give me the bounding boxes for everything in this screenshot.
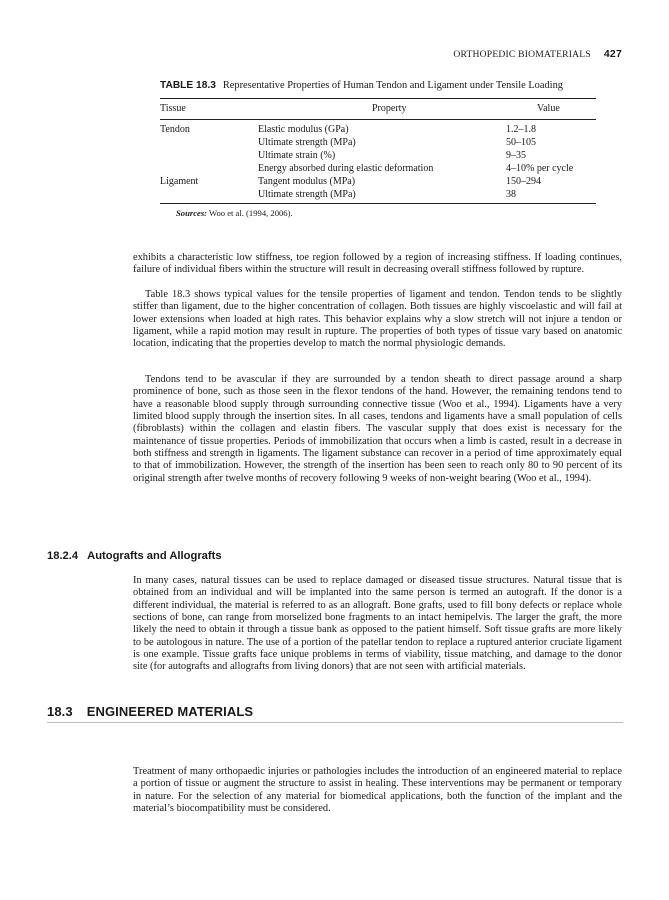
body-paragraph: In many cases, natural tissues can be used to replace damaged or diseased tissue structures. Natural tissue that is obtained from an individual and will be implanted into the same person is termed an autograft. If the donor is a different individual, the material is referred to as an allograft. Bone grafts, used to fill bony defects or replace whole sections of bone, can range from morselized bone fragments to an intact hemipelvis. The larger the graft, the more likely the need to obtain it through a tissue bank as opposed to the patient himself. Soft tissue grafts are more likely to be autologous in nature. The use of a portion of the patellar tendon to replace a ruptured anterior cruciate ligament is one example. Tissue grafts face unique problems in terms of viability, tissue matching, and damage to the donor site (for autografts and allografts from living donors) that are not seen with artificial materials.	[133, 575, 622, 673]
table-cell-property: Ultimate strength (MPa)	[258, 137, 356, 148]
table-cell-property: Ultimate strain (%)	[258, 150, 336, 161]
section-title: ENGINEERED MATERIALS	[86, 704, 254, 719]
table-cell-property: Ultimate strength (MPa)	[258, 189, 356, 200]
running-title: ORTHOPEDIC BIOMATERIALS	[453, 49, 591, 60]
table-cell-value: 1.2–1.8	[506, 124, 536, 135]
body-paragraph: Treatment of many orthopaedic injuries or pathologies includes the introduction of an engineered material to replace a portion of tissue or augment the structure to assist in healing. These interventions may be permanent or temporary in nature. For the selection of any material for biomedical applications, both the function of the implant and the material’s biocompatibility must be considered.	[133, 766, 622, 815]
table-cell-property: Tangent modulus (MPa)	[258, 176, 356, 187]
table-cell-value: 50–105	[506, 137, 536, 148]
subsection-number: 18.2.4	[47, 550, 79, 562]
table-caption-text: Representative Properties of Human Tendon and Ligament under Tensile Loading	[222, 80, 563, 91]
table-top-rule	[160, 98, 596, 99]
table-cell-value: 38	[506, 189, 516, 200]
body-paragraph: Table 18.3 shows typical values for the tensile properties of ligament and tendon. Tendon tends to be slightly stiffer than ligament, due to the higher concentration of collagen. Both tissues are highly viscoelastic and will fail at lower extensions when loaded at high rates. This behavior explains why a slow stretch will not injure a tendon or ligament, while a rapid motion may result in rupture. The properties of both types of tissue vary based on anatomic location, indicating that the properties develop to match the normal physiologic demands.	[133, 289, 622, 350]
sources-text: Woo et al. (1994, 2006).	[209, 208, 293, 218]
section-rule	[47, 722, 623, 723]
subsection-title: Autografts and Allografts	[87, 550, 222, 562]
page-number: 427	[603, 48, 622, 60]
table-cell-value: 9–35	[506, 150, 526, 161]
table-cell-tissue: Ligament	[160, 176, 199, 187]
section-heading	[47, 704, 253, 720]
body-paragraph: Tendons tend to be avascular if they are surrounded by a tendon sheath to direct passage around a sharp prominence of bone, such as those seen in the flexor tendons of the hand. However, the remaining tendons tend to have a reasonable blood supply through surrounding connective tissue (Woo et al., 1994). Ligaments have a very limited blood supply through the insertion sites. In all cases, tendons and ligaments have a small population of cells (fibroblasts) within the collagen and elastin fibers. The vascular supply that does exist is necessary for the maintenance of tissue properties. Periods of immobilization that occurs when a limb is casted, result in a decrease in both stiffness and strength in ligaments. The ligament substance can recover in a period of time approximately equal to that of immobilization. However, the strength of the insertion has been seen to reach only 80 to 90 percent of its original strength after twelve months of recovery following 9 weeks of non-weight bearing (Woo et al., 1994).	[133, 374, 622, 484]
subsection-heading	[47, 550, 222, 562]
table-cell-value: 4–10% per cycle	[506, 163, 574, 174]
table-cell-tissue: Tendon	[160, 124, 190, 135]
table-bottom-rule	[160, 203, 596, 204]
table-header-value: Value	[537, 103, 560, 114]
table-header-property: Property	[372, 103, 407, 114]
table-caption	[160, 80, 563, 91]
table-sources	[176, 208, 293, 218]
running-head	[453, 48, 622, 60]
table-header-rule	[160, 119, 596, 120]
table-cell-property: Energy absorbed during elastic deformation	[258, 163, 434, 174]
section-number: 18.3	[47, 704, 73, 719]
table-cell-property: Elastic modulus (GPa)	[258, 124, 349, 135]
table-cell-value: 150–294	[506, 176, 541, 187]
table-header-tissue: Tissue	[160, 103, 186, 114]
table-label: TABLE 18.3	[160, 80, 216, 91]
sources-label: Sources:	[176, 208, 208, 218]
body-paragraph: exhibits a characteristic low stiffness, toe region followed by a region of increasing stiffness. If loading continues, failure of individual fibers within the structure will result in decreasing overall stiffness followed by rupture.	[133, 252, 622, 276]
